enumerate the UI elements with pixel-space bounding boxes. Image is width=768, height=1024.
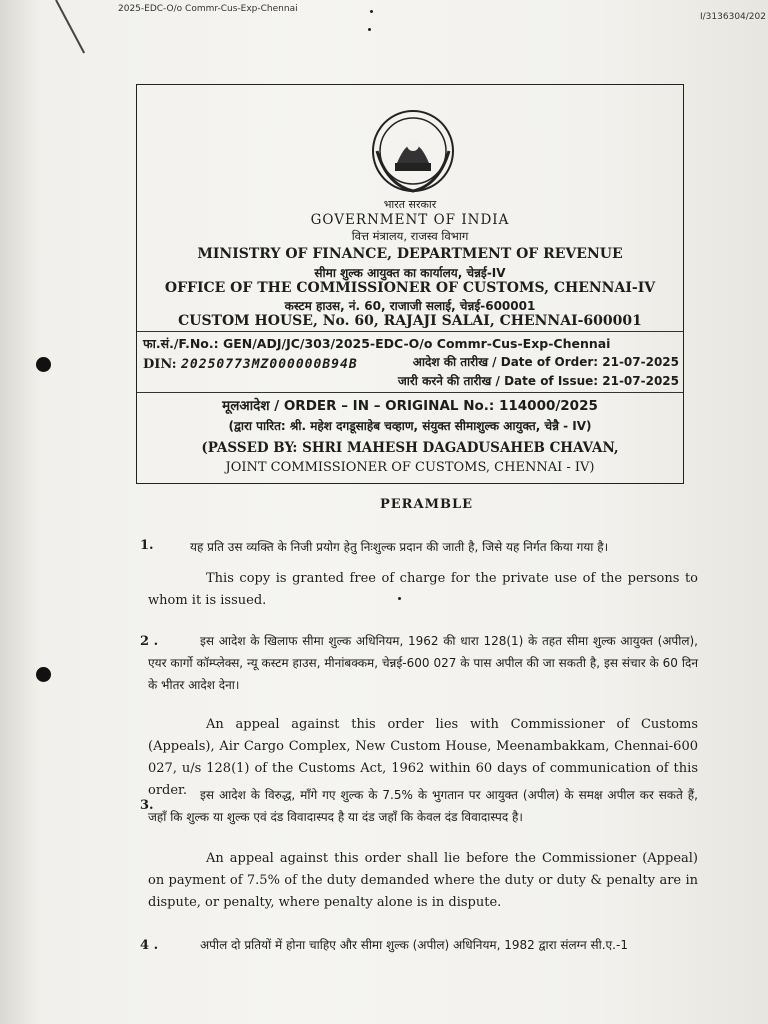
hindi-office: सीमा शुल्क आयुक्त का कार्यालय, चेन्नई-IV	[314, 266, 506, 280]
hindi-government: भारत सरकार	[383, 198, 437, 211]
hindi-ministry: वित्त मंत्रालय, राजस्व विभाग	[351, 229, 469, 243]
para-number: 1.	[140, 538, 154, 553]
din-label: DIN:	[143, 357, 177, 372]
letterhead-box	[136, 84, 684, 484]
page-crease	[55, 0, 85, 53]
din-number	[143, 357, 358, 372]
date-of-issue: जारी करने की तारीख / Date of Issue: 21-07-2025	[397, 374, 679, 388]
passed-by-line-1: (PASSED BY: SHRI MAHESH DAGADUSAHEB CHAVAN,	[201, 440, 619, 456]
para-2-hindi: इस आदेश के खिलाफ सीमा शुल्क अधिनियम, 1962 की धारा 128(1) के तहत सीमा शुल्क आयुक्त (अपील), एयर कार्गो कॉम्प्लेक्स, न्यू कस्टम हाउस, मीनांबक्कम, चेन्नई-600 027 के पास अपील की जा सकती है, इस संचार के 60 दिन के भीतर आदेश देना।	[148, 634, 698, 692]
para-4-hindi: अपील दो प्रतियों में होना चाहिए और सीमा शुल्क (अपील) अधिनियम, 1982 द्वारा संलग्न सी.ए.-1	[200, 938, 628, 952]
office-title: OFFICE OF THE COMMISSIONER OF CUSTOMS, CHENNAI-IV	[164, 280, 656, 296]
passed-by-hindi: (द्वारा पारित: श्री. महेश दगडूसाहेब चव्हाण, संयुक्त सीमाशुल्क आयुक्त, चेन्नै - IV)	[228, 419, 592, 433]
para-1-hindi: यह प्रति उस व्यक्ति के निजी प्रयोग हेतु निःशुल्क प्रदान की जाती है, जिसे यह निर्गत किया गया है।	[190, 540, 609, 554]
para-3-hindi: इस आदेश के विरुद्ध, माँगे गए शुल्क के 7.5% के भुगतान पर आयुक्त (अपील) के समक्ष अपील कर सकते हैं, जहाँ कि शुल्क या शुल्क एवं दंड विवादास्पद है या दंड जहाँ कि केवल दंड विवादास्पद है।	[148, 788, 698, 824]
file-number: फा.सं./F.No.: GEN/ADJ/JC/303/2025-EDC-O/o Commr-Cus-Exp-Chennai	[143, 336, 611, 351]
para-number: 3.	[140, 798, 154, 813]
top-left-reference: 2025-EDC-O/o Commr-Cus-Exp-Chennai	[118, 4, 298, 14]
national-emblem-icon	[367, 105, 459, 197]
top-right-reference: I/3136304/202	[700, 12, 766, 22]
office-address: CUSTOM HOUSE, No. 60, RAJAJI SALAI, CHENNAI-600001	[178, 313, 642, 329]
punch-hole	[36, 667, 51, 682]
din-value: 20250773MZ000000B94B	[181, 357, 358, 372]
punch-hole	[36, 357, 51, 372]
hindi-address: कस्टम हाउस, नं. 60, राजाजी सलाई, चेन्नई-600001	[284, 299, 536, 313]
para-number: 2 .	[140, 634, 159, 649]
preamble-heading: PERAMBLE	[380, 497, 474, 512]
order-title: मूलआदेश / ORDER – IN – ORIGINAL No.: 114000/2025	[222, 398, 598, 414]
para-number: 4 .	[140, 938, 159, 953]
para-3-english: An appeal against this order shall lie before the Commissioner (Appeal) on payment of 7.5% of the duty demanded where the duty or duty & penalty are in dispute, or penalty, where penalty alone is in dispute.	[148, 851, 698, 910]
para-1-english: This copy is granted free of charge for the private use of the persons to whom it is issued.	[148, 571, 698, 608]
government-title: GOVERNMENT OF INDIA	[310, 212, 510, 228]
ministry-title: MINISTRY OF FINANCE, DEPARTMENT OF REVENUE	[197, 246, 623, 262]
date-of-order: आदेश की तारीख / Date of Order: 21-07-2025	[412, 355, 679, 369]
para-2-english: An appeal against this order lies with Commissioner of Customs (Appeals), Air Cargo Complex, New Custom House, Meenambakkam, Chennai-600 027, u/s 128(1) of the Customs Act, 1962 within 60 days of communication of this order.	[148, 717, 698, 798]
passed-by-line-2: JOINT COMMISSIONER OF CUSTOMS, CHENNAI - IV)	[225, 460, 595, 475]
